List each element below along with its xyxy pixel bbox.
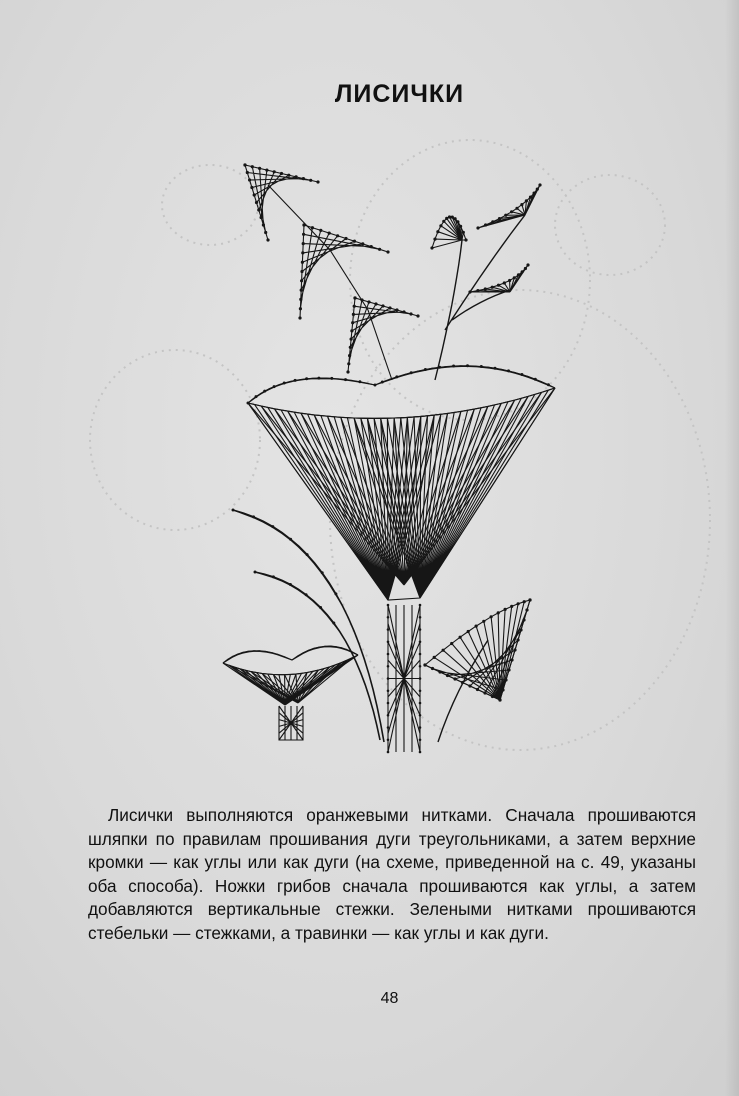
big-cap-crest-right — [375, 366, 555, 388]
right-leaf-fan-edge — [425, 600, 530, 665]
right-leaf-angle — [423, 598, 531, 701]
ghost-arc-2 — [90, 350, 260, 530]
small-stem — [279, 706, 303, 740]
page-number: 48 — [380, 990, 399, 1007]
sprout-stem-main — [268, 185, 392, 380]
leaf-arc-2 — [476, 183, 541, 229]
description-paragraph: Лисички выполняются оранжевыми нитками. Сначала прошиваются шляпки по правилам прошивания дуги треугольниками, а затем верхние кромки — как углы или как дуги (на схеме, приведенной на с. 49, указаны оба способа). Ножки грибов сначала прошиваются как углы, а затем добавляются вертикальные стежки. Зелеными нитками прошиваются стебельки — стежками, а травинки — как углы и как дуги. — [88, 805, 696, 943]
leaf-arc-2-dots — [476, 183, 541, 229]
small-cap-crest-left — [223, 651, 292, 663]
small-cap-crest-right-arc — [292, 646, 358, 660]
small-cap-crest-right — [292, 646, 358, 660]
grass-blade-1 — [233, 510, 384, 742]
big-cap-fan-left-edge — [248, 403, 441, 418]
thread-stitch-drawing — [223, 163, 555, 753]
grass-blade-1-stitches-arc — [233, 510, 342, 606]
grass-blade-2-dots — [254, 571, 336, 625]
sprout-angle-1-dots — [243, 163, 319, 241]
leaf-arc-2-edge — [478, 185, 540, 228]
leaf-arc-3 — [468, 263, 529, 293]
big-cap-crest-right-arc — [375, 366, 555, 388]
grass-blade-1-stitches — [233, 510, 342, 606]
big-cap-fan-center-edge — [248, 388, 555, 418]
ghost-arc-4 — [350, 140, 590, 420]
big-stem — [387, 604, 422, 754]
right-leaf-angle-dots — [423, 598, 531, 701]
sprout-angle-3 — [346, 296, 419, 373]
ghost-arc-3 — [330, 290, 710, 750]
page-title: ЛИСИЧКИ — [334, 80, 465, 108]
grass-blade-2 — [255, 572, 380, 740]
small-cap-fan-2 — [229, 658, 353, 703]
ghost-arc-0 — [162, 165, 258, 245]
big-cap-crest-left — [248, 378, 375, 403]
ghost-arc-1 — [555, 175, 665, 275]
big-cap-fan-center — [248, 388, 555, 585]
sprout-angle-1 — [243, 163, 319, 241]
